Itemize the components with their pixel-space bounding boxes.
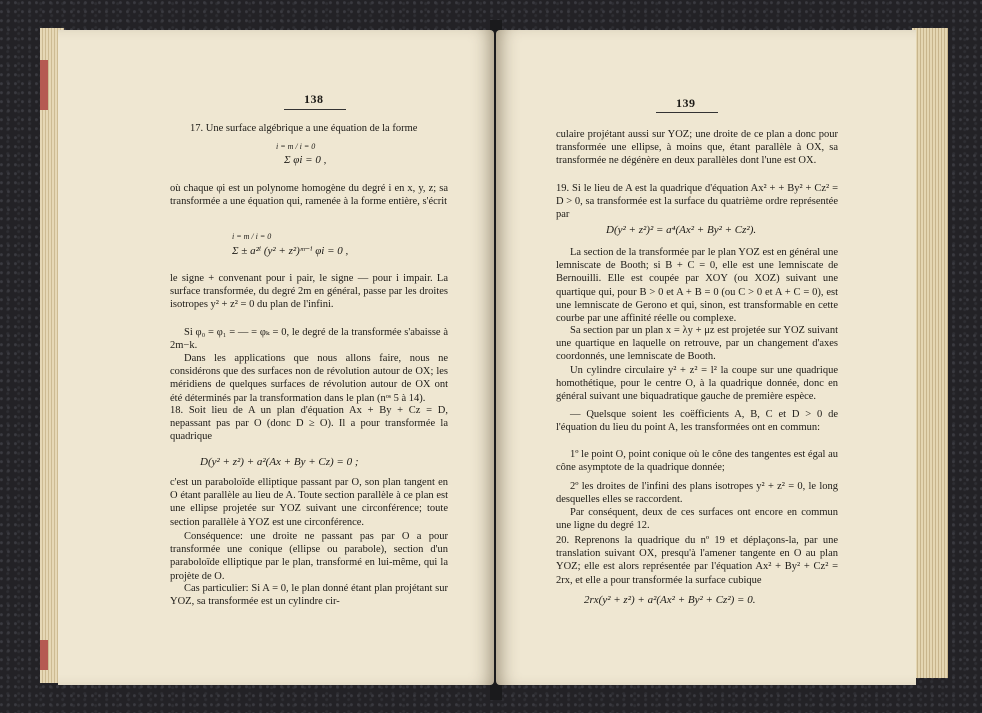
paragraph-paraboloid: c'est un paraboloïde elliptique passant par O, son plan tangent en O étant parallèle au lieu de A. Toute section parallèle à ce plan est une ellipse projetée sur YOZ suivant une circonférence; toute section parallèle à YOZ est une circonférence. — [170, 477, 448, 528]
equation-limits-2: i = m / i = 0 — [232, 232, 272, 241]
paragraph-particular-case: Cas particulier: Si A = 0, le plan donné étant plan projétant sur YOZ, sa transformée est un cylindre cir- — [170, 583, 448, 608]
right-page — [496, 30, 916, 685]
paragraph-18-intro: 18. Soit lieu de A un plan d'équation Ax + By + Cz = D, nepassant pas par O (donc D ≥ O). Il a pour transformée la quadrique — [170, 405, 448, 443]
page-number: 139 — [676, 96, 696, 110]
equation-cubic: 2rx(y² + z²) + a²(Ax² + By² + Cz²) = 0. — [584, 594, 756, 606]
paragraph-degree: Si φ₀ = φ₁ = — = φₖ = 0, le degré de la transformée s'abaisse à 2m−k. — [170, 327, 448, 352]
page-number: 138 — [304, 92, 324, 106]
paragraph-sign-rule: le signe + convenant pour i pair, le signe — pour i impair. La surface transformée, du degré 2m en général, passe par les droites isotropes y² + z² = 0 du plan de l'infini. — [170, 273, 448, 311]
paragraph-coefficients: — Quelsque soient les coëfficients A, B, C et D > 0 de l'équation du lieu du point A, les transformées ont en commun: — [556, 409, 838, 434]
paragraph-20: 20. Reprenons la quadrique du nº 19 et déplaçons-la, par une translation suivant OX, presqu'à l'amener tangente en O au plan YOZ; elle est alors représentée par l'équation Ax² + By² + Cz² = 2rx, et elle a pour transformée la surface cubique — [556, 535, 838, 586]
bookmark-tab — [40, 60, 48, 110]
paragraph-lemniscate: La section de la transformée par le plan YOZ est en général une lemniscate de Booth; si B + C = 0, elle est une lemniscate de Bernouilli. Elle est coupée par XOY (ou XOZ) suivant une quartique qui, pour B > 0 et A + B = 0 (ou C > 0 et A + C = 0), est une lemniscate de Gerono et qui, sinon, est transformable en cette courbe par une affinité réelle ou complexe. — [556, 247, 838, 325]
paragraph-continuation: culaire projétant aussi sur YOZ; une droite de ce plan a donc pour transformée une ellipse, à moins que, étant parallèle à OX, sa transformée ne dégénère en deux parallèles dont l'une est OX. — [556, 129, 838, 167]
paragraph-section: Sa section par un plan x = λy + μz est projetée sur YOZ suivant une quartique en laquelle on retrouve, par un changement d'axes coordonnés, une lemniscate de Booth. — [556, 325, 838, 363]
left-page — [58, 30, 494, 685]
paragraph-cylinder: Un cylindre circulaire y² + z² = l² la coupe sur une quadrique homothétique, pour le centre O, à la quadrique donnée, donc en général suivant une biquadratique gauche de première espèce. — [556, 365, 838, 403]
paragraph-isotropic: 2º les droites de l'infini des plans isotropes y² + z² = 0, le long desquelles elles se raccordent. — [556, 481, 838, 506]
equation-quadric: D(y² + z²) + a²(Ax + By + Cz) = 0 ; — [200, 456, 359, 468]
equation-limits: i = m / i = 0 — [276, 142, 316, 151]
equation-sum-phi: Σ φi = 0 , — [284, 154, 327, 166]
paragraph-consequence: Conséquence: une droite ne passant pas par O a pour transformée une conique (ellipse ou parabole), section d'un paraboloïde elliptique par le plan, transformé en lui-même, qui la projète de O. — [170, 531, 448, 582]
equation-transformed: Σ ± a²ⁱ (y² + z²)ᵐ⁻ⁱ φi = 0 , — [232, 245, 349, 257]
paragraph-17-body: où chaque φi est un polynome homogène du degré i en x, y, z; sa transformée a une équation qui, ramenée à la forme entière, s'écrit — [170, 183, 448, 208]
paragraph-17-intro: 17. Une surface algébrique a une équation de la forme — [190, 123, 418, 134]
paragraph-common-line: Par conséquent, deux de ces surfaces ont encore en commun une ligne du degré 12. — [556, 507, 838, 532]
paragraph-point-o: 1º le point O, point conique où le cône des tangentes est égal au cône asymptote de la quadrique donnée; — [556, 449, 838, 474]
paragraph-19-intro: 19. Si le lieu de A est la quadrique d'équation Ax² + + By² + Cz² = D > 0, sa transformée est la surface du quatrième ordre représentée par — [556, 183, 838, 221]
bookmark-tab-bottom — [40, 640, 48, 670]
page-number-rule — [656, 112, 718, 113]
equation-quartic: D(y² + z²)² = a⁴(Ax² + By² + Cz²). — [606, 224, 757, 236]
paragraph-applications: Dans les applications que nous allons faire, nous ne considérons que des surfaces non de révolution autour de OX; les méridiens de quelques surfaces de révolution autour de OX ont été déterminés par la transformation dans le plan (nᵒˢ 5 à 14). — [170, 353, 448, 404]
right-page-edges — [912, 28, 948, 678]
page-number-rule — [284, 109, 346, 110]
